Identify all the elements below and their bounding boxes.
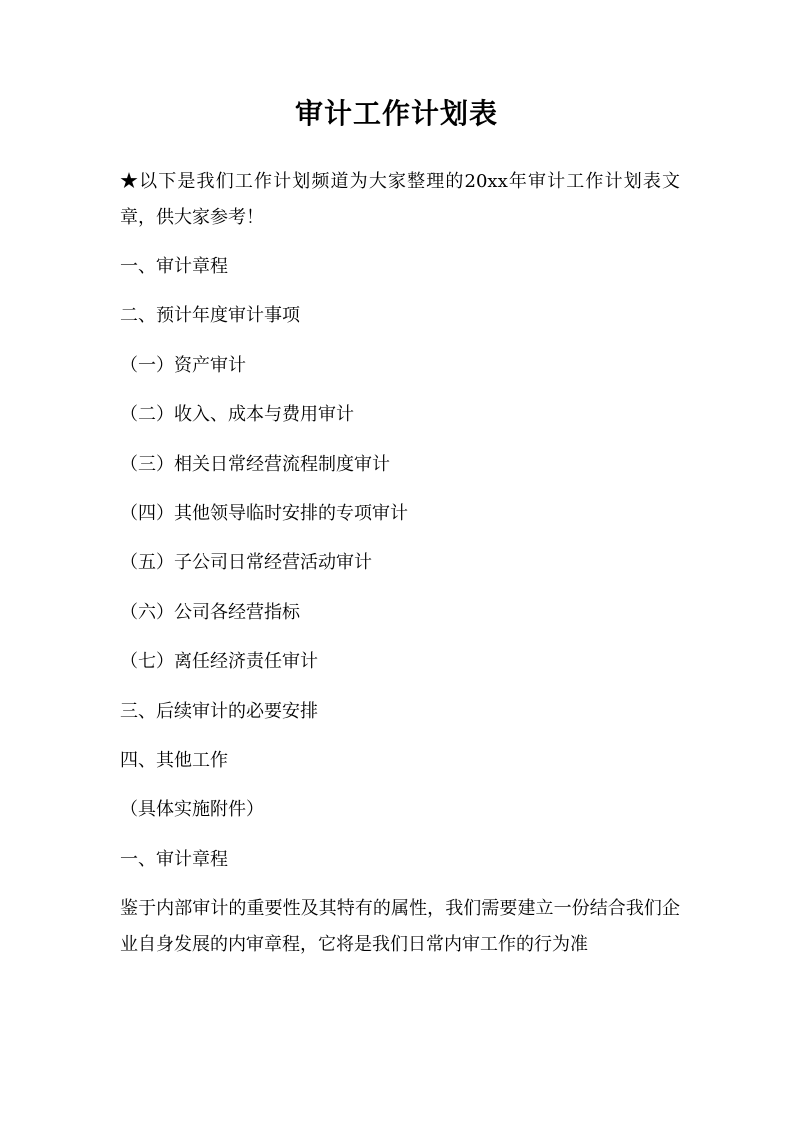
list-item-7: （七）离任经济责任审计 xyxy=(120,651,318,673)
document-title: 审计工作计划表 xyxy=(294,97,498,130)
document-body xyxy=(120,164,680,963)
list-item-6: （六）公司各经营指标 xyxy=(120,601,300,623)
list-item-4: （四）其他领导临时安排的专项审计 xyxy=(120,502,408,524)
list-item-3: （三）相关日常经营流程制度审计 xyxy=(120,453,390,475)
list-item-5: （五）子公司日常经营活动审计 xyxy=(120,552,372,574)
section-heading-1-repeat: 一、审计章程 xyxy=(120,848,228,870)
list-item-2: （二）收入、成本与费用审计 xyxy=(120,404,354,426)
intro-paragraph: ★以下是我们工作计划频道为大家整理的20xx年审计工作计划表文章，供大家参考！ xyxy=(120,171,680,228)
section-heading-4: 四、其他工作 xyxy=(120,749,228,771)
attachment-note: （具体实施附件） xyxy=(120,799,264,821)
closing-paragraph: 鉴于内部审计的重要性及其特有的属性，我们需要建立一份结合我们企业自身发展的内审章程，它将是我们日常内审工作的行为准 xyxy=(120,898,680,956)
section-heading-2: 二、预计年度审计事项 xyxy=(120,305,300,327)
section-heading-3: 三、后续审计的必要安排 xyxy=(120,700,318,722)
section-heading-1: 一、审计章程 xyxy=(120,256,228,277)
list-item-1: （一）资产审计 xyxy=(120,354,246,376)
